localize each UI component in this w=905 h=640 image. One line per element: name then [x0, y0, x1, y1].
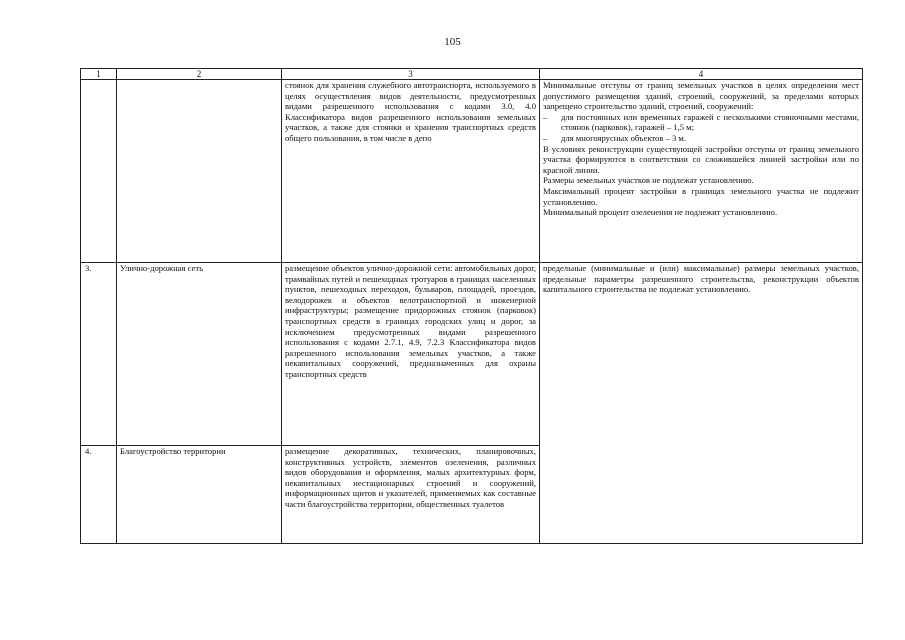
- table-header-row: [81, 69, 863, 80]
- param-paragraph: Максимальный процент застройки в границах земельного участка не подлежит установлению.: [543, 185, 859, 207]
- cell-name-cont: [117, 80, 282, 263]
- param-paragraph: Минимальные отступы от границ земельных участков в целях определения мест допустимого размещения зданий, строений, сооружений, за пределами которых запрещено строительство зданий, строений, сооружений:: [543, 80, 859, 112]
- cell-description-3: размещение объектов улично-дорожной сети: автомобильных дорог, трамвайных путей и пешеходных тротуаров в границах населенных пунктов, пешеходных переходов, бульваров, площадей, проездов, велодорожек и объектов велотранспортной и инженерной инфраструктуры; размещение придорожных стоянок (парковок) транспортных средств в границах городских улиц и дорог, за исключением предусмотренных видами разрешенного использования с кодами 2.7.1, 4.9, 7.2.3 Классификатора видов разрешенного использования земельных участков, а также некапитальных сооружений, предназначенных для охраны транспортных средств: [282, 263, 540, 446]
- list-item: [543, 133, 859, 144]
- table-row-3: [81, 263, 863, 446]
- param-paragraph: В условиях реконструкции существующей застройки отступы от границ земельного участка формируются в соответствии со сложившейся линией застройки или по красной линии.: [543, 143, 859, 175]
- cell-description-cont: стоянок для хранения служебного автотранспорта, используемого в целях осуществления видов деятельности, предусмотренных видами разрешенного использования с кодами 3.0, 4.0 Классификатора видов разрешенного использования земельных участков, а также для стоянки и хранения транспортных средств общего пользования, в том числе в депо: [282, 80, 540, 263]
- cell-description-4: размещение декоративных, технических, планировочных, конструктивных устройств, элементов озеленения, различных видов оборудования и оформления, малых архитектурных форм, некапитальных нестационарных строений и сооружений, информационных щитов и указателей, применяемых как составные части благоустройства территории, общественных туалетов: [282, 446, 540, 544]
- list-item-text: для постоянных или временных гаражей с несколькими стояночными местами, стоянок (парковок), гаражей – 1,5 м;: [561, 111, 859, 133]
- header-col-4: 4: [540, 69, 863, 80]
- dash-marker: –: [543, 132, 548, 143]
- header-col-1: 1: [81, 69, 117, 80]
- cell-parameters-3-4: предельные (минимальные и (или) максимальные) размеры земельных участков, предельные параметры разрешенного строительства, реконструкции объектов капитального строительства не подлежат установлению.: [540, 263, 863, 544]
- list-item: [543, 112, 859, 133]
- zoning-table: [80, 68, 863, 544]
- page-number: 105: [444, 36, 461, 48]
- param-paragraph: Минимальный процент озеленения не подлежит установлению.: [543, 207, 778, 218]
- cell-num-3: 3.: [81, 263, 117, 446]
- header-col-3: 3: [282, 69, 540, 80]
- cell-num-cont: [81, 80, 117, 263]
- cell-name-3: Улично-дорожная сеть: [117, 263, 282, 446]
- header-col-2: 2: [117, 69, 282, 80]
- list-item-text: для многоярусных объектов – 3 м.: [561, 132, 687, 143]
- param-paragraph: Размеры земельных участков не подлежат установлению.: [543, 175, 754, 186]
- table-row-continuation: [81, 80, 863, 263]
- dash-marker: –: [543, 111, 548, 122]
- cell-name-4: Благоустройство территории: [117, 446, 282, 544]
- cell-num-4: 4.: [81, 446, 117, 544]
- cell-parameters-cont: [540, 80, 863, 263]
